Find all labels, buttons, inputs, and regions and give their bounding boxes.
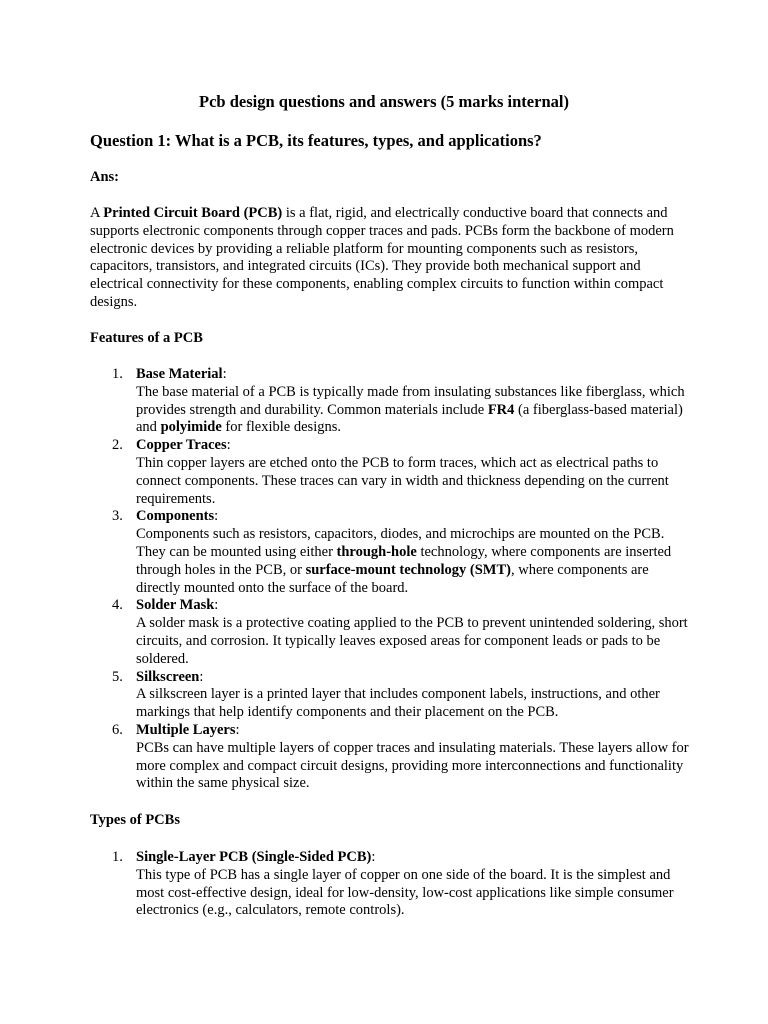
item-term: Base Material (136, 366, 223, 382)
item-colon: : (222, 366, 227, 382)
list-number: 6. (112, 721, 123, 738)
list-item (90, 722, 690, 793)
item-desc-bold: FR4 (487, 401, 515, 418)
item-term: Copper Traces (136, 437, 227, 454)
item-desc: for flexible designs. (221, 419, 341, 436)
item-term: Single-Layer PCB (Single-Sided PCB) (136, 849, 372, 865)
features-heading: Features of a PCB (90, 330, 203, 346)
list-number: 2. (112, 437, 123, 454)
item-desc: technology, where components are inserted through holes in the PCB, or (136, 543, 672, 578)
answer-label: Ans: (90, 169, 120, 185)
item-desc: A silkscreen layer is a printed layer that includes component labels, instructions, and other markings that help identify components and their placement on the PCB. (136, 686, 660, 721)
item-desc: (a fiberglass-based material) and (136, 401, 683, 436)
item-desc-bold: polyimide (160, 419, 222, 436)
intro-text-2: is a flat, rigid, and electrically conductive board that connects and supports electronic components through copper traces and pads. PCBs form the backbone of modern electronic devices by providing a reliable platform for mounting components such as resistors, capacitors, transistors, and integrated circuits (ICs). They provide both mechanical support and electrical connectivity for these components, enabling complex circuits to function within compact designs. (90, 205, 674, 310)
page-title: Pcb design questions and answers (5 marks internal) (199, 92, 569, 111)
item-colon: : (371, 849, 376, 865)
item-colon: : (199, 668, 204, 685)
list-number: 1. (112, 366, 123, 382)
item-desc-bold: through-hole (336, 543, 417, 560)
types-heading: Types of PCBs (90, 812, 180, 828)
list-number: 5. (112, 668, 123, 685)
intro-term-pcb: Printed Circuit Board (PCB) (103, 205, 283, 221)
item-term: Multiple Layers (136, 721, 236, 738)
item-colon: : (226, 437, 231, 454)
list-item (90, 437, 690, 508)
types-list (90, 849, 690, 920)
list-item (90, 366, 690, 437)
item-desc: PCBs can have multiple layers of copper traces and insulating materials. These layers allow for more complex and compact circuit designs, providing more interconnections and functionality within the same physical size. (136, 739, 689, 792)
item-desc: The base material of a PCB is typically made from insulating substances like fiberglass, which provides strength and durability. Common materials include (136, 383, 685, 418)
list-number: 1. (112, 849, 123, 865)
item-colon: : (214, 597, 219, 614)
list-item (90, 849, 690, 920)
intro-paragraph (90, 205, 690, 312)
features-list (90, 366, 690, 793)
list-item (90, 597, 690, 668)
item-desc: This type of PCB has a single layer of copper on one side of the board. It is the simplest and most cost-effective design, ideal for low-density, low-cost applications like simple consumer electronics (e.g., calculators, remote controls). (136, 866, 674, 919)
list-item (90, 508, 690, 597)
item-desc: Components such as resistors, capacitors, diodes, and microchips are mounted on the PCB. They can be mounted using either (136, 526, 665, 560)
item-desc: Thin copper layers are etched onto the PCB to form traces, which act as electrical paths to connect components. These traces can vary in width and thickness depending on the current requirements. (136, 454, 669, 507)
list-number: 4. (112, 597, 123, 614)
item-desc: , where components are directly mounted onto the surface of the board. (136, 561, 649, 596)
list-number: 3. (112, 508, 123, 525)
item-term: Components (136, 508, 215, 525)
item-colon: : (214, 508, 219, 525)
item-colon: : (235, 721, 240, 738)
item-term: Silkscreen (136, 668, 200, 685)
question-heading: Question 1: What is a PCB, its features, types, and applications? (90, 131, 542, 150)
item-term: Solder Mask (136, 597, 215, 614)
intro-text-1: A (90, 205, 104, 221)
item-desc: A solder mask is a protective coating applied to the PCB to prevent unintended soldering, short circuits, and corrosion. It typically leaves exposed areas for component leads or pads to be soldered. (136, 615, 688, 667)
item-desc-bold: surface-mount technology (SMT) (305, 561, 511, 578)
list-item (90, 669, 690, 722)
